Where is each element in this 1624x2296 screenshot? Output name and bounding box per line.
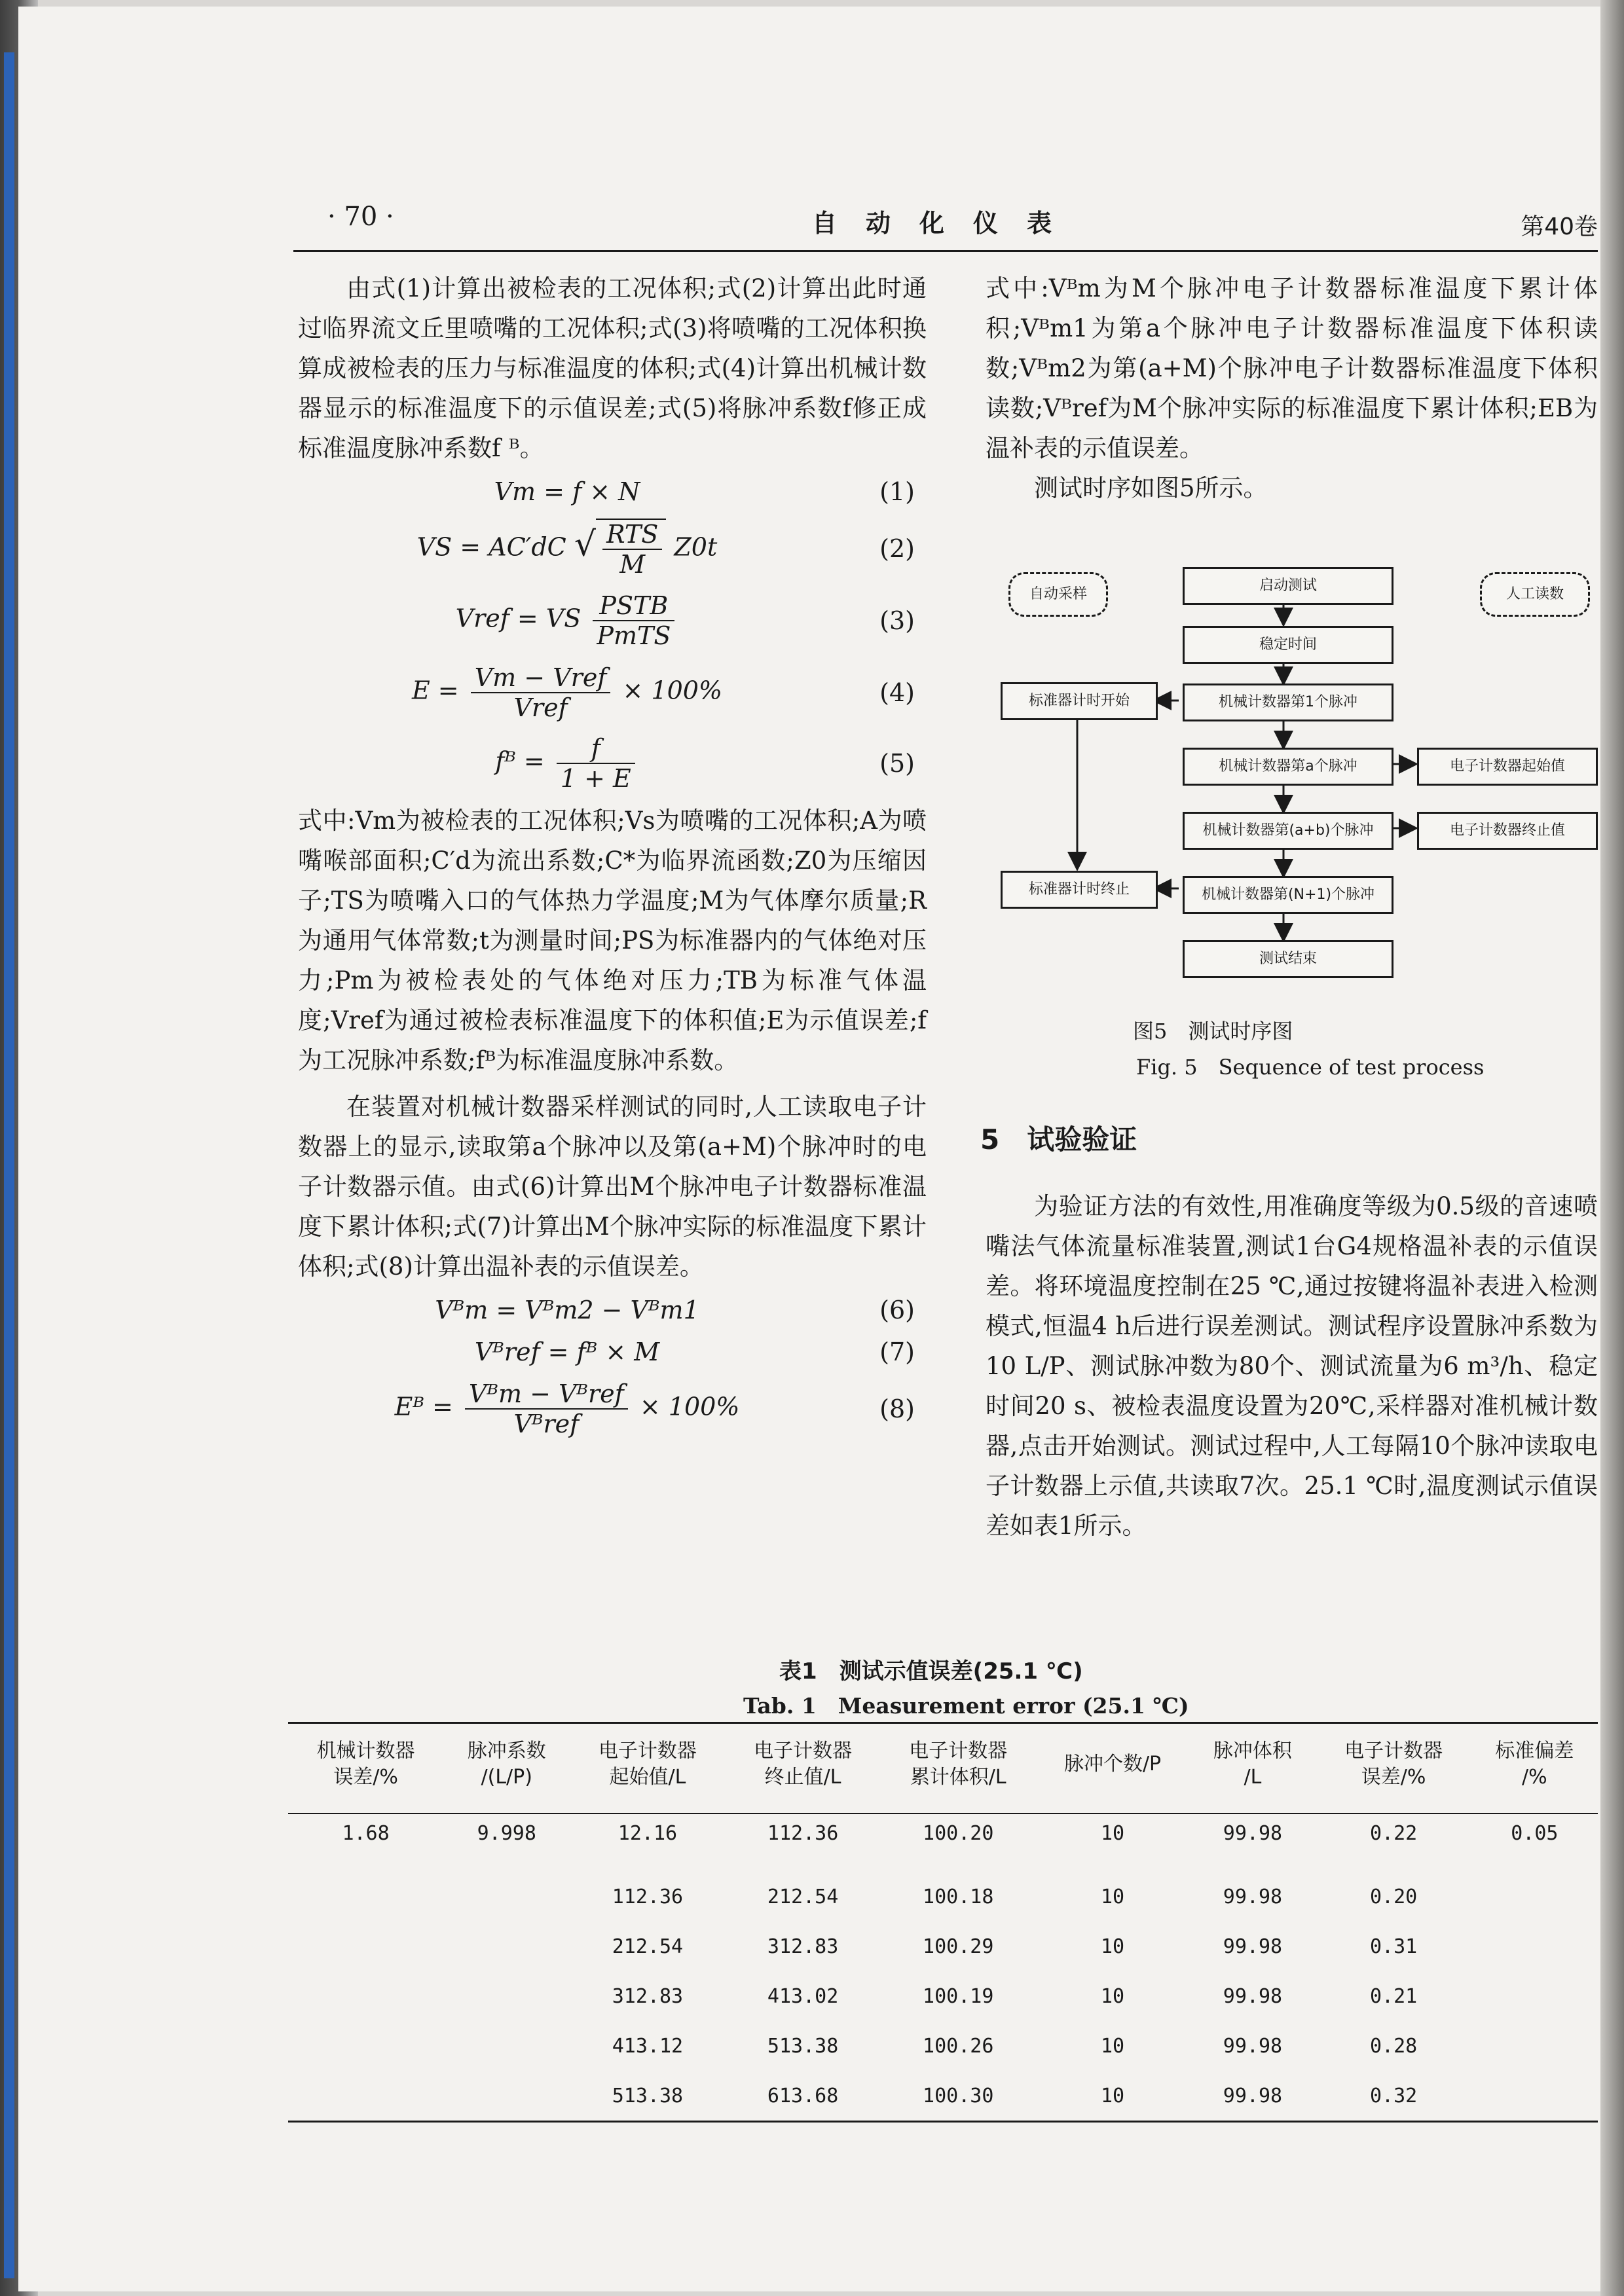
column-header: 电子计数器 累计体积/L (881, 1723, 1036, 1814)
box-pulse-a-b: 机械计数器第(a+b)个脉冲 (1183, 812, 1393, 850)
table-cell (443, 1971, 570, 2021)
table-cell: 10 (1100, 1885, 1125, 1908)
table-cell (1471, 1971, 1598, 2021)
table-cell: 100.20 (923, 1822, 994, 1845)
table-cell: 0.32 (1316, 2071, 1471, 2122)
running-header (301, 196, 1598, 249)
column-header: 电子计数器 起始值/L (570, 1723, 725, 1814)
equation-4: E = $\frac{\text{Vm − Vref}}{\text{Vref}}$ × 100% (4) (411, 663, 915, 722)
box-pulse-a: 机械计数器第a个脉冲 (1183, 748, 1393, 786)
auto-sampling-label: 自动采样 (1008, 572, 1108, 617)
table-caption-cn: 表1 测试示值误差(25.1 ℃) (779, 1658, 1083, 1685)
column-header: 电子计数器 误差/% (1316, 1723, 1471, 1814)
table-cell: 413.12 (612, 2034, 684, 2058)
table-cell (288, 1922, 443, 1971)
equation-8: Eᴮ = $\frac{\text{Vᴮm − Vᴮref}}{\text{Vᴮref}}$ × 100% (8) (394, 1379, 915, 1438)
page-right-edge (1600, 0, 1624, 2296)
table-row (288, 2071, 1598, 2122)
box-pulse-n-plus-1: 机械计数器第(N+1)个脉冲 (1183, 876, 1393, 914)
equation-6: Vᴮm = Vᴮm2 − Vᴮm1 (6) (435, 1295, 915, 1324)
table-cell: 613.68 (726, 2071, 881, 2122)
box-stable-time: 稳定时间 (1183, 626, 1393, 664)
box-start-test: 启动测试 (1183, 567, 1393, 605)
box-pulse-1: 机械计数器第1个脉冲 (1183, 683, 1393, 721)
column-header: 脉冲系数 /(L/P) (443, 1723, 570, 1814)
table-cell (443, 2021, 570, 2071)
volume-label: 第40卷 (1521, 213, 1598, 240)
table-cell: 99.98 (1189, 2071, 1316, 2122)
right-column-lower (986, 1186, 1598, 1546)
box-std-timer-start: 标准器计时开始 (1001, 682, 1158, 720)
figure-flowchart (995, 563, 1598, 1061)
table-cell: 0.05 (1511, 1822, 1559, 1845)
adjacent-page-edge (4, 52, 14, 2278)
table-cell: 10 (1036, 2071, 1190, 2122)
box-electronic-start: 电子计数器起始值 (1417, 748, 1598, 786)
manual-reading-label: 人工读数 (1480, 572, 1590, 617)
table-cell: 112.36 (767, 1822, 839, 1845)
equation-3: Vref = VS $\frac{\text{PSTB}}{\text{PmTS}}$ (3) (455, 591, 915, 650)
table-cell (288, 1872, 443, 1922)
column-header: 脉冲个数/P (1036, 1723, 1190, 1814)
paragraph: 为验证方法的有效性,用准确度等级为0.5级的音速喷嘴法气体流量标准装置,测试1台G4规格温补表的示值误差。将环境温度控制在25 ℃,通过按键将温补表进入检测模式,恒温4 h后进行误差测试。测试程序设置脉冲系数为10 L/P、测试脉冲数为80个、测试流量为6 m³/h、稳定时间20 s、被检表温度设置为20℃,采样器对准机械计数器,点击开始测试。测试过程中,人工每隔10个脉冲读取电子计数器上示值,共读取7次。25.1 ℃时,温度测试示值误差如表1所示。 (986, 1192, 1598, 1540)
left-column (298, 268, 927, 1448)
figure-caption-cn: 图5 测试时序图 (1133, 1019, 1293, 1044)
table-row (288, 1872, 1598, 1922)
table-cell: 513.38 (570, 2071, 725, 2122)
column-header: 标准偏差 /% (1471, 1723, 1598, 1814)
table-cell (288, 2021, 443, 2071)
table-cell: 100.18 (923, 1885, 994, 1908)
table-cell (443, 2071, 570, 2122)
table-row (288, 1813, 1598, 1872)
table-cell: 0.28 (1369, 2034, 1418, 2058)
table-cell: 1.68 (342, 1822, 390, 1845)
column-header: 机械计数器 误差/% (288, 1723, 443, 1814)
column-header: 电子计数器 终止值/L (726, 1723, 881, 1814)
table-header-row (288, 1723, 1598, 1814)
table-cell: 212.54 (767, 1885, 839, 1908)
table-cell (443, 1922, 570, 1971)
table-cell (1471, 2071, 1598, 2122)
box-electronic-end: 电子计数器终止值 (1417, 812, 1598, 850)
measurement-error-table (288, 1722, 1598, 2123)
paragraph: 在装置对机械计数器采样测试的同时,人工读取电子计数器上的显示,读取第a个脉冲以及第(a+M)个脉冲时的电子计数器示值。由式(6)计算出M个脉冲电子计数器标准温度下累计体积;式(7)计算出M个脉冲实际的标准温度下累计体积;式(8)计算出温补表的示值误差。 (298, 1093, 927, 1281)
equation-5: fᴮ = $\frac{f}{1 + E}$ (5) (495, 734, 915, 793)
paragraph: 式中:Vm为被检表的工况体积;Vs为喷嘴的工况体积;A为喷嘴喉部面积;C′d为流出系数;C*为临界流函数;Z0为压缩因子;TS为喷嘴入口的气体热力学温度;M为气体摩尔质量;R为通用气体常数;t为测量时间;PS为标准器内的气体绝对压力;Pm为被检表处的气体绝对压力;TB为标准气体温度;Vref为通过被检表标准温度下的体积值;E为示值误差;f为工况脉冲系数;fᴮ为标准温度脉冲系数。 (298, 807, 927, 1074)
table-cell (1471, 2021, 1598, 2071)
box-test-end: 测试结束 (1183, 940, 1393, 978)
table-cell: 0.31 (1369, 1935, 1418, 1958)
table-cell: 99.98 (1223, 1984, 1283, 2008)
equation-2: VS = AC′dC √ $\frac{\text{RTS}}{M}$ Z0t (2) (416, 520, 915, 579)
paragraph: 由式(1)计算出被检表的工况体积;式(2)计算出此时通过临界流文丘里喷嘴的工况体积;式(3)将喷嘴的工况体积换算成被检表的压力与标准温度的体积;式(4)计算出机械计数器显示的标准温度下的示值误差;式(5)将脉冲系数f修正成标准温度脉冲系数f ᴮ。 (298, 274, 927, 462)
column-header: 脉冲体积 /L (1189, 1723, 1316, 1814)
table-cell: 413.02 (767, 1984, 839, 2008)
table-cell: 0.20 (1369, 1885, 1418, 1908)
journal-title: 自动化仪表 (812, 209, 1081, 238)
table-cell: 212.54 (612, 1935, 684, 1958)
table-cell (1471, 1922, 1598, 1971)
table-cell: 10 (1100, 1822, 1125, 1845)
table-cell: 10 (1100, 1935, 1125, 1958)
table-cell: 99.98 (1223, 2034, 1283, 2058)
paragraph: 式中:Vᴮm为M个脉冲电子计数器标准温度下累计体积;Vᴮm1为第a个脉冲电子计数器标准温度下体积读数;Vᴮm2为第(a+M)个脉冲电子计数器标准温度下体积读数;Vᴮref为M个脉冲实际的标准温度下累计体积;EB为温补表的示值误差。 (986, 274, 1598, 462)
table-cell: 9.998 (477, 1822, 536, 1845)
table-cell: 112.36 (612, 1885, 684, 1908)
table-cell: 100.30 (881, 2071, 1036, 2122)
equation-block (298, 1289, 927, 1445)
paragraph: 测试时序如图5所示。 (1034, 474, 1268, 502)
table-cell: 100.19 (923, 1984, 994, 2008)
table-cell: 99.98 (1223, 1885, 1283, 1908)
table-cell: 10 (1100, 2034, 1125, 2058)
header-rule (293, 250, 1598, 252)
right-column (986, 268, 1598, 508)
table-cell: 99.98 (1223, 1935, 1283, 1958)
table-cell: 12.16 (618, 1822, 678, 1845)
table-row (288, 1922, 1598, 1971)
table-cell (1471, 1872, 1598, 1922)
section-heading: 5 试验验证 (980, 1123, 1137, 1156)
table-row (288, 2021, 1598, 2071)
equation-7: Vᴮref = fᴮ × M (7) (474, 1337, 915, 1366)
page-number: · 70 · (327, 202, 394, 232)
table-row (288, 1971, 1598, 2021)
table-cell: 312.83 (767, 1935, 839, 1958)
table-cell: 100.26 (923, 2034, 994, 2058)
table-cell: 513.38 (767, 2034, 839, 2058)
table-cell (288, 1971, 443, 2021)
figure-caption-en: Fig. 5 Sequence of test process (1136, 1055, 1485, 1080)
table-cell: 312.83 (612, 1984, 684, 2008)
table-caption-en: Tab. 1 Measurement error (25.1 ℃) (743, 1693, 1189, 1719)
table-cell: 100.29 (923, 1935, 994, 1958)
table-cell: 10 (1100, 1984, 1125, 2008)
table-cell: 99.98 (1223, 1822, 1283, 1845)
box-std-timer-stop: 标准器计时终止 (1001, 871, 1158, 909)
equation-1: Vm = f × N (1) (494, 477, 915, 506)
table-cell: 0.21 (1369, 1984, 1418, 2008)
equation-block (298, 471, 927, 798)
table-cell (443, 1872, 570, 1922)
table-cell (288, 2071, 443, 2122)
table-cell: 0.22 (1369, 1822, 1418, 1845)
